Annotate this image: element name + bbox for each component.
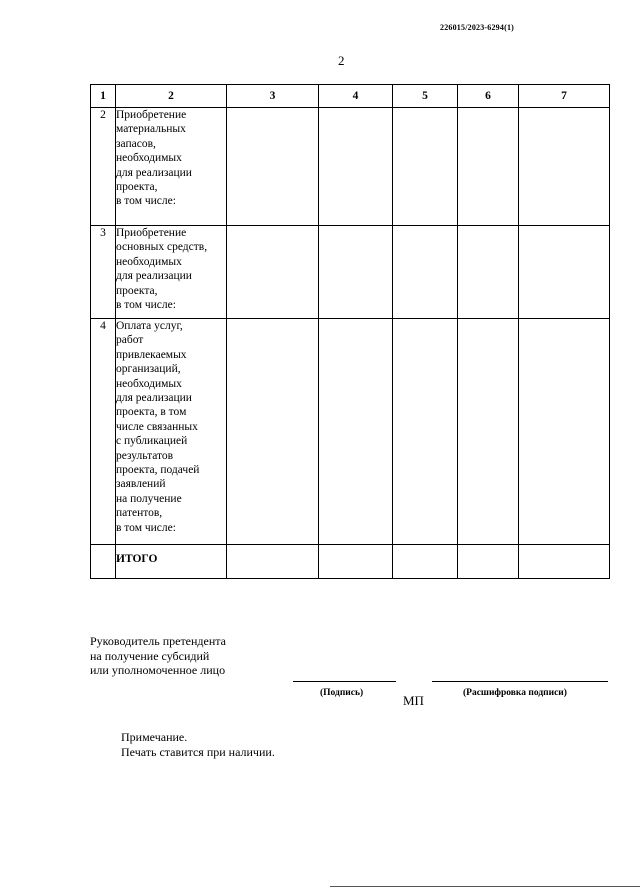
decode-line bbox=[432, 681, 608, 682]
signature-line bbox=[293, 681, 396, 682]
table-cell bbox=[458, 226, 519, 319]
row-name-cell bbox=[116, 108, 227, 226]
table-cell bbox=[319, 226, 393, 319]
bottom-edge-line bbox=[330, 886, 640, 887]
table-cell bbox=[227, 319, 319, 545]
table-cell bbox=[393, 108, 458, 226]
table-row bbox=[91, 226, 610, 319]
column-header: 4 bbox=[319, 85, 393, 108]
expense-table bbox=[90, 84, 610, 579]
row-number: 3 bbox=[91, 226, 116, 319]
stamp-label: МП bbox=[403, 693, 424, 708]
table-cell bbox=[227, 545, 319, 579]
signature-caption: (Подпись) bbox=[320, 688, 364, 698]
row-name-cell bbox=[116, 226, 227, 319]
note-title: Примечание. bbox=[121, 730, 188, 744]
table-cell bbox=[319, 545, 393, 579]
table-cell bbox=[227, 108, 319, 226]
table-cell bbox=[393, 545, 458, 579]
table-cell bbox=[319, 108, 393, 226]
table-cell bbox=[519, 319, 610, 545]
table-cell bbox=[458, 545, 519, 579]
table-cell bbox=[393, 319, 458, 545]
column-header: 1 bbox=[91, 85, 116, 108]
table-cell bbox=[458, 319, 519, 545]
decode-caption: (Расшифровка подписи) bbox=[463, 688, 567, 698]
table-cell bbox=[393, 226, 458, 319]
total-label: ИТОГО bbox=[116, 545, 227, 579]
table-cell bbox=[458, 108, 519, 226]
document-id: 226015/2023-6294(1) bbox=[440, 23, 515, 32]
note-text: Печать ставится при наличии. bbox=[121, 745, 275, 759]
row-name: Оплата услуг, работ привлекаемых организаций, необходимых для реализации проекта, в том числе связанных с публикацией результатов проекта, подачей заявлений на получение патентов, в том числе: bbox=[116, 320, 200, 534]
signatory-label: Руководитель претендента на получение субсидий или уполномоченное лицо bbox=[90, 634, 227, 677]
table-cell bbox=[91, 545, 116, 579]
column-header: 6 bbox=[458, 85, 519, 108]
total-row bbox=[91, 545, 610, 579]
table-cell bbox=[319, 319, 393, 545]
column-header: 3 bbox=[227, 85, 319, 108]
row-name-cell bbox=[116, 319, 227, 545]
table-cell bbox=[519, 108, 610, 226]
row-name: Приобретение материальных запасов, необходимых для реализации проекта, в том числе: bbox=[116, 109, 192, 208]
table-row bbox=[91, 319, 610, 545]
table-cell bbox=[519, 226, 610, 319]
row-name: Приобретение основных средств, необходимых для реализации проекта, в том числе: bbox=[116, 227, 208, 312]
row-number: 4 bbox=[91, 319, 116, 545]
table-cell bbox=[227, 226, 319, 319]
column-header: 7 bbox=[519, 85, 610, 108]
column-header: 5 bbox=[393, 85, 458, 108]
table-row bbox=[91, 108, 610, 226]
table-header-row bbox=[91, 85, 610, 108]
table-cell bbox=[519, 545, 610, 579]
page-number: 2 bbox=[338, 53, 345, 68]
row-number: 2 bbox=[91, 108, 116, 226]
column-header: 2 bbox=[116, 85, 227, 108]
